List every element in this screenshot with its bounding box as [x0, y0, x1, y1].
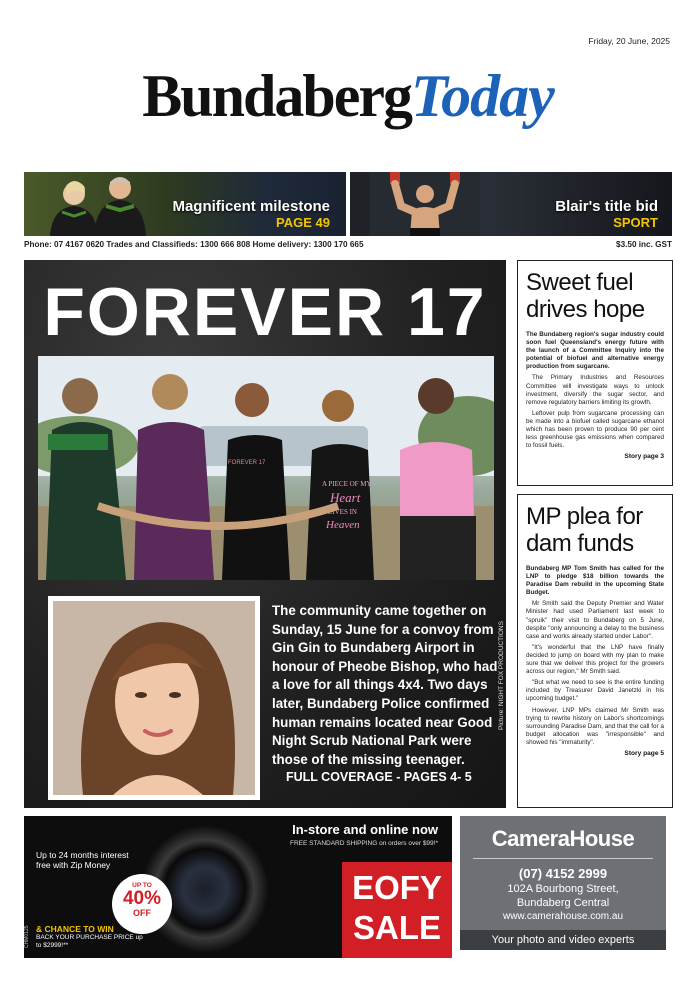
- divider: [473, 858, 653, 859]
- discount-upto: UP TO: [132, 882, 152, 889]
- contact-bar: [24, 240, 672, 249]
- contact-numbers: Phone: 07 4167 0620 Trades and Classifieds: 1300 666 808 Home delivery: 1300 170 665: [24, 240, 364, 249]
- discount-badge: [112, 874, 172, 934]
- story-paragraph: Bundaberg MP Tom Smith has called for the LNP to pledge $18 billion towards the Paradise Dam rebuild in the upcoming State Budget.: [526, 565, 664, 597]
- lead-body: The community came together on Sunday, 15 June for a convoy from Gin Gin to Bundaberg Airport in honour of Pheobe Bishop, who had a love for all things 4x4. Two days later, Bundaberg Police confirmed human remains located near Good Night Scrub National Park were those of the missing teenager.: [272, 603, 498, 767]
- camera-house-logo: CameraHouse: [491, 826, 635, 851]
- portrait-frame: [48, 596, 260, 800]
- sale-line-2: SALE: [352, 909, 441, 946]
- masthead[interactable]: [0, 62, 696, 131]
- teaser-milestone[interactable]: [24, 172, 346, 236]
- story-dam-funds-ref[interactable]: Story page 5: [624, 749, 664, 757]
- eofy-sale-ad[interactable]: [24, 816, 452, 958]
- fighter-photo: [370, 172, 480, 236]
- zip-money-text: Up to 24 months interest free with Zip Money: [36, 850, 129, 870]
- story-paragraph: However, LNP MPs claimed Mr Smith was trying to rewrite history on Labor's shortcomings surrounding Paradise Dam, and that the call for a budget allocation was "irresponsible" and showed his "immaturity".: [526, 706, 664, 746]
- discount-percent: 40%: [122, 888, 162, 909]
- teaser-title-bid[interactable]: [350, 172, 672, 236]
- group-photo-illustration: [38, 356, 494, 580]
- convoy-photo: [38, 356, 494, 580]
- photo-credit: Picture: NIGHT FOX PRODUCTIONS: [498, 621, 505, 730]
- camera-house-tagline: Your photo and video experts: [460, 930, 666, 950]
- story-sweet-fuel-headline: Sweet fuel drives hope: [526, 269, 645, 323]
- chance-to-win-detail: BACK YOUR PURCHASE PRICE up to $2999!**: [36, 934, 143, 949]
- teaser-milestone-title: Magnificent milestone: [172, 198, 330, 215]
- cover-price: $3.50 inc. GST: [616, 240, 672, 249]
- camera-house-address-line2: Bundaberg Central: [516, 897, 610, 909]
- portrait-photo: [53, 601, 255, 795]
- story-dam-funds-headline: MP plea for dam funds: [526, 503, 643, 557]
- eofy-sale-label: [342, 862, 452, 958]
- shipping-text: FREE STANDARD SHIPPING on orders over $99!*: [290, 840, 438, 847]
- story-paragraph: Mr Smith said the Deputy Premier and Water Minister had used Parliament last week to "spruik" their visit to Bundaberg on 5 June, despite "only announcing a delay to the business case and works already started under Labor".: [526, 600, 664, 640]
- chance-to-win: & CHANCE TO WIN: [36, 924, 114, 934]
- camera-house-website[interactable]: www.camerahouse.com.au: [502, 911, 624, 922]
- story-paragraph: "It's wonderful that the LNP have finally decided to jump on board with my plan to make sure that we deliver this project for the growers across our region," Mr Smith said.: [526, 643, 664, 676]
- lead-story[interactable]: [24, 260, 506, 808]
- teaser-title-bid-page: SPORT: [613, 215, 658, 230]
- masthead-part1: Bundaberg: [142, 63, 411, 129]
- story-paragraph: The Bundaberg region's sugar industry could soon fuel Queensland's energy future with the launch of a Committee Inquiry into the potential of biofuel and alternative energy production from sugarcane.: [526, 331, 664, 371]
- ad-code: CHM0125: [24, 925, 30, 948]
- camera-house-ad[interactable]: [460, 816, 666, 950]
- lead-headline: FOREVER 17: [43, 274, 487, 350]
- svg-text:FOREVER 17: FOREVER 17: [228, 460, 266, 466]
- story-paragraph: Leftover pulp from sugarcane processing can be made into a biofuel called sugarcane ethanol which has been proven to produce 90 per cent less greenhouse gas emissions when compared to fossil fuels.: [526, 409, 664, 450]
- masthead-part2: Today: [410, 63, 554, 129]
- sale-line-1: EOFY: [352, 869, 442, 906]
- story-sweet-fuel-ref[interactable]: Story page 3: [624, 453, 664, 461]
- camera-house-address-line1: 102A Bourbong Street,: [507, 883, 619, 895]
- svg-text:A PIECE OF MY: A PIECE OF MY: [322, 480, 372, 488]
- svg-text:LIVES IN: LIVES IN: [328, 508, 357, 516]
- teaser-title-bid-title: Blair's title bid: [555, 198, 658, 215]
- story-dam-funds[interactable]: [517, 494, 673, 808]
- discount-off: OFF: [133, 908, 151, 918]
- couple-photo: [32, 172, 172, 236]
- story-paragraph: The Primary Industries and Resources Committee will investigate ways to unlock investment, diversify the sugar sector, and remove regulatory barriers limiting its growth.: [526, 374, 664, 406]
- svg-text:Heaven: Heaven: [326, 519, 360, 531]
- story-paragraph: "But what we need to see is the entire funding included by Treasurer David Janetzki in his upcoming budget.": [526, 679, 664, 703]
- camera-house-phone[interactable]: (07) 4152 2999: [518, 866, 608, 881]
- issue-date: Friday, 20 June, 2025: [588, 36, 670, 46]
- lead-coverage-link[interactable]: FULL COVERAGE - PAGES 4- 5: [286, 770, 472, 784]
- instore-online-text: In-store and online now: [292, 822, 438, 837]
- story-sweet-fuel[interactable]: [517, 260, 673, 486]
- teaser-milestone-page: PAGE 49: [276, 215, 330, 230]
- svg-text:Heart: Heart: [330, 490, 361, 505]
